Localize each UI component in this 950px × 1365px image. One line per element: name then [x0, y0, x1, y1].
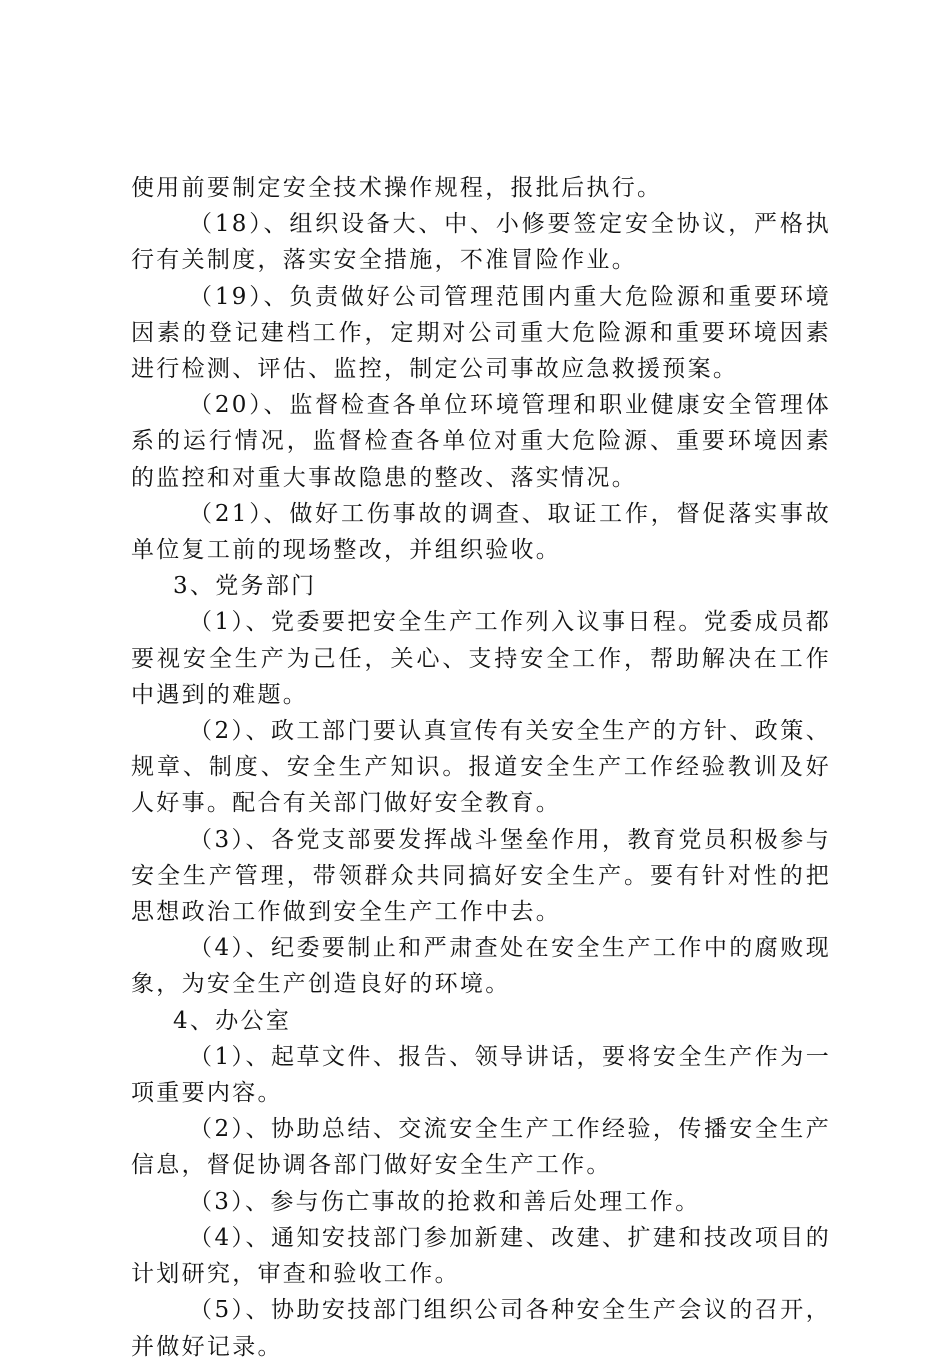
paragraph-party-item-4: （4）、纪委要制止和严肃查处在安全生产工作中的腐败现象，为安全生产创造良好的环境。: [131, 935, 831, 998]
paragraph-party-item-2: （2）、政工部门要认真宣传有关安全生产的方针、政策、规章、制度、安全生产知识。报道安全生产工作经验教训及好人好事。配合有关部门做好安全教育。: [131, 718, 831, 817]
paragraph-continuation: 使用前要制定安全技术操作规程，报批后执行。: [131, 175, 663, 201]
paragraph-office-item-1: （1）、起草文件、报告、领导讲话，要将安全生产作为一项重要内容。: [131, 1043, 831, 1107]
paragraph-office-item-3: （3）、参与伤亡事故的抢救和善后处理工作。: [189, 1188, 701, 1215]
paragraph-item-20: （20）、监督检查各单位环境管理和职业健康安全管理体系的运行情况，监督检查各单位对重大危险源、重要环境因素的监控和对重大事故隐患的整改、落实情况。: [131, 392, 831, 491]
paragraph-party-item-3: （3）、各党支部要发挥战斗堡垒作用，教育党员积极参与安全生产管理，带领群众共同搞好安全生产。要有针对性的把思想政治工作做到安全生产工作中去。: [131, 826, 831, 926]
paragraph-office-item-2: （2）、协助总结、交流安全生产工作经验，传播安全生产信息，督促协调各部门做好安全生产工作。: [131, 1116, 831, 1179]
paragraph-office-item-5: （5）、协助安技部门组织公司各种安全生产会议的召开，并做好记录。: [131, 1297, 831, 1360]
document-body: [131, 170, 831, 1365]
section-heading-office: 4、办公室: [173, 1007, 292, 1034]
paragraph-party-item-1: （1）、党委要把安全生产工作列入议事日程。党委成员都要视安全生产为己任，关心、支持安全工作，帮助解决在工作中遇到的难题。: [131, 609, 831, 708]
paragraph-item-18: （18）、组织设备大、中、小修要签定安全协议，严格执行有关制度，落实安全措施，不准冒险作业。: [131, 211, 831, 274]
paragraph-item-21: （21）、做好工伤事故的调查、取证工作，督促落实事故单位复工前的现场整改，并组织验收。: [131, 500, 831, 564]
section-heading-party-affairs: 3、党务部门: [173, 573, 317, 600]
paragraph-office-item-4: （4）、通知安技部门参加新建、改建、扩建和技改项目的计划研究，审查和验收工作。: [131, 1224, 831, 1288]
paragraph-item-19: （19）、负责做好公司管理范围内重大危险源和重要环境因素的登记建档工作，定期对公司重大危险源和重要环境因素进行检测、评估、监控，制定公司事故应急救援预案。: [131, 283, 831, 383]
